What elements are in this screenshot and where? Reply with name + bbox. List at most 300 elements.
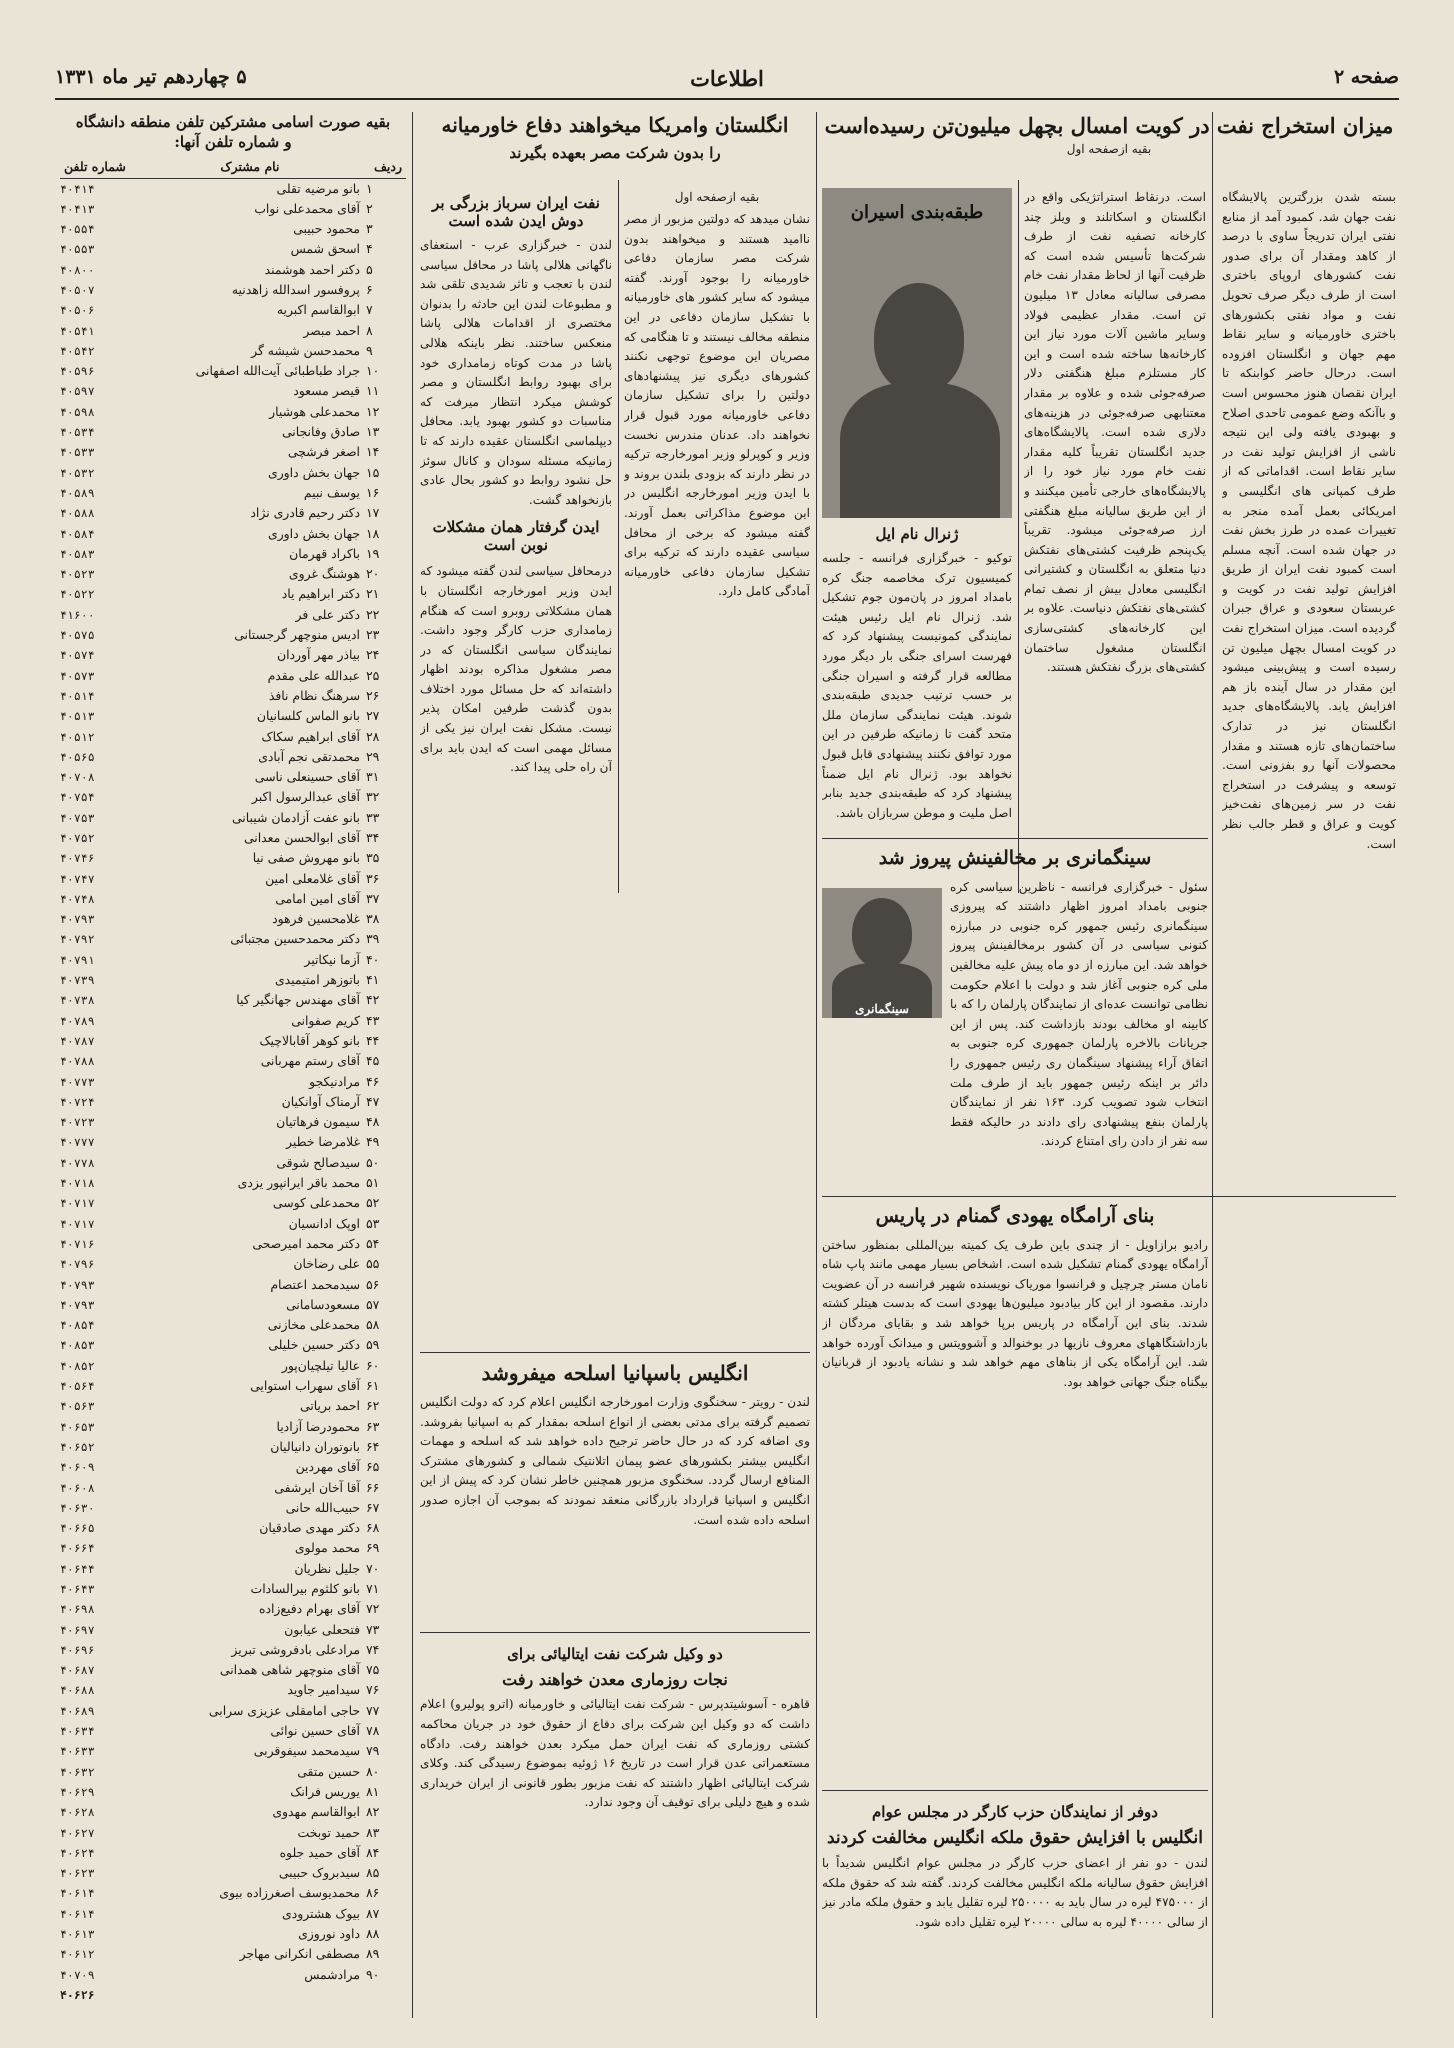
table-row bbox=[60, 1234, 406, 1254]
row-number: ۱۰ bbox=[366, 363, 380, 379]
subscriber-name: دکتر مهدی صادقیان bbox=[259, 1520, 360, 1536]
subscriber-name: آقا آخان ایرشفی bbox=[274, 1479, 360, 1495]
section-rule bbox=[822, 1196, 1396, 1197]
table-row bbox=[60, 219, 406, 239]
phone-number: ۴۰۷۹۲ bbox=[60, 932, 95, 947]
row-number: ۴۰ bbox=[366, 951, 380, 967]
table-row bbox=[60, 970, 406, 990]
phone-number: ۴۰۶۱۲ bbox=[60, 1947, 95, 1962]
page-number: صفحه ۲ bbox=[1333, 66, 1399, 88]
row-number: ۲۸ bbox=[366, 728, 380, 744]
row-number: ۴۷ bbox=[366, 1093, 380, 1109]
subscriber-name: قیصر مسعود bbox=[293, 383, 360, 399]
syngman-body: سئول - خبرگزاری فرانسه - ناظرین سیاسی کره جنوبی بامداد امروز اظهار داشتند که پیروزی سینگمانری رئیس جمهور کره جنوبی در مبارزه کنونی سیاسی در آن کشور برمخالفینش پیروز خواهد شد. این مبارزه از دو ماه پیش علیه مخالفین ملی کره جنوبی آغاز شد و دولت با اعلام حکومت نظامی توانست عده‌ای از نمایندگان پارلمان را که با کابینه او مخالف بودند بازداشت کند. پس از این جریانات بالاخره پارلمان جمهوری کره جنوبی به اتفاق آراء پیشنهاد سینگمان ری رئیس جمهوری را دائر بر اینکه رئیس جمهور باید از طرف ملت انتخاب شود تصویب کرد. ۱۶۳ نفر از نمایندگان پارلمان بنفع پیشنهادی رای دادند در حالیکه فقط سه نفر از دادن رای امتناع کردند. bbox=[950, 879, 1208, 1149]
subscriber-name: محمودرضا آزادیا bbox=[276, 1418, 360, 1434]
table-row bbox=[60, 1275, 406, 1295]
issue-date: ۵ چهاردهم تیر ماه ۱۳۳۱ bbox=[55, 66, 247, 88]
subscriber-name: داود نوروزی bbox=[298, 1926, 360, 1942]
row-number: ۳ bbox=[366, 221, 373, 237]
table-row bbox=[60, 260, 406, 280]
subscriber-name: مصطفی انکرانی مهاجر bbox=[239, 1946, 360, 1962]
row-number: ۴۲ bbox=[366, 992, 380, 1008]
row-number: ۸۸ bbox=[366, 1926, 380, 1942]
phone-number: ۴۰۶۲۷ bbox=[60, 1825, 95, 1840]
row-number: ۲۰ bbox=[366, 566, 380, 582]
row-number: ۲۱ bbox=[366, 586, 380, 602]
table-row bbox=[60, 1254, 406, 1274]
table-row bbox=[60, 524, 406, 544]
section-rule bbox=[822, 1790, 1208, 1791]
row-number: ۲۴ bbox=[366, 647, 380, 663]
row-number: ۱۷ bbox=[366, 505, 380, 521]
subscriber-name: جراد طباطبائی آیت‌الله اصفهانی bbox=[195, 363, 360, 379]
table-row bbox=[60, 1538, 406, 1558]
table-row bbox=[60, 889, 406, 909]
table-row bbox=[60, 402, 406, 422]
phone-number: ۴۰۵۳۴ bbox=[60, 425, 95, 440]
table-row bbox=[60, 544, 406, 564]
phone-number: ۴۰۶۲۹ bbox=[60, 1784, 95, 1799]
phone-number: ۴۰۵۷۵ bbox=[60, 628, 95, 643]
row-number: ۵۵ bbox=[366, 1256, 380, 1272]
table-row bbox=[60, 1498, 406, 1518]
table-row bbox=[60, 1417, 406, 1437]
table-row bbox=[60, 1051, 406, 1071]
table-row bbox=[60, 1802, 406, 1822]
row-number: ۸ bbox=[366, 322, 373, 338]
syngman-story bbox=[822, 846, 1208, 1191]
subscriber-name: دکتر حسین خلیلی bbox=[268, 1337, 360, 1353]
table-row bbox=[60, 747, 406, 767]
subscriber-name: مرادنیکجو bbox=[309, 1073, 360, 1089]
phone-number: ۴۰۷۹۶ bbox=[60, 1257, 95, 1272]
phone-number: ۴۰۷۱۷ bbox=[60, 1196, 95, 1211]
subscriber-name: باتوزهر امتیمیدی bbox=[274, 972, 360, 988]
directory-title: بقیه صورت اسامی مشترکین تلفن منطقه دانشگاه bbox=[75, 113, 391, 131]
phone-number: ۴۰۵۲۲ bbox=[60, 587, 95, 602]
table-row bbox=[60, 1823, 406, 1843]
table-row bbox=[60, 666, 406, 686]
photo-caption: سینگمانری bbox=[855, 1002, 909, 1016]
phone-number: ۴۰۷۹۳ bbox=[60, 1297, 95, 1312]
directory-rows bbox=[60, 179, 406, 1985]
row-number: ۴۵ bbox=[366, 1053, 380, 1069]
phone-number: ۴۰۶۶۵ bbox=[60, 1521, 95, 1536]
row-number: ۵۳ bbox=[366, 1215, 380, 1231]
row-number: ۴۱ bbox=[366, 972, 380, 988]
row-number: ۲۲ bbox=[366, 606, 380, 622]
row-number: ۴۳ bbox=[366, 1012, 380, 1028]
subscriber-name: آقای امین امامی bbox=[275, 890, 360, 906]
phone-number: ۴۰۵۷۳ bbox=[60, 668, 95, 683]
row-number: ۴۴ bbox=[366, 1032, 380, 1048]
subscriber-name: محمدعلی مخازنی bbox=[267, 1317, 360, 1333]
table-row bbox=[60, 1944, 406, 1964]
table-row bbox=[60, 909, 406, 929]
phone-number: ۴۰۶۰۸ bbox=[60, 1480, 95, 1495]
row-number: ۸۲ bbox=[366, 1804, 380, 1820]
table-row bbox=[60, 1437, 406, 1457]
row-number: ۱۶ bbox=[366, 484, 380, 500]
table-row bbox=[60, 686, 406, 706]
middle-east-column-b bbox=[420, 188, 612, 893]
table-row bbox=[60, 727, 406, 747]
phone-number: ۴۰۵۸۴ bbox=[60, 526, 95, 541]
continued-note: بقیه ازصفحه اول bbox=[1066, 142, 1152, 157]
subscriber-name: اسحق شمس bbox=[290, 241, 360, 257]
phone-number: ۴۰۶۳۰ bbox=[60, 1500, 95, 1515]
phone-number: ۴۰۶۳۲ bbox=[60, 1764, 95, 1779]
row-number: ۸۰ bbox=[366, 1763, 380, 1779]
phone-number: ۴۰۷۴۷ bbox=[60, 871, 95, 886]
row-number: ۷۶ bbox=[366, 1682, 380, 1698]
phone-number: ۴۰۶۱۳ bbox=[60, 1927, 95, 1942]
table-row bbox=[60, 1559, 406, 1579]
phone-number: ۴۰۵۶۴ bbox=[60, 1379, 95, 1394]
row-number: ۴۹ bbox=[366, 1134, 380, 1150]
table-row bbox=[60, 1193, 406, 1213]
subscriber-name: آقای رستم مهربانی bbox=[260, 1053, 360, 1069]
phone-number: ۴۰۶۶۴ bbox=[60, 1541, 95, 1556]
table-row bbox=[60, 929, 406, 949]
subscriber-name: محمود حبیبی bbox=[293, 221, 360, 237]
middle-east-header bbox=[420, 112, 810, 182]
row-number: ۱۳ bbox=[366, 424, 380, 440]
row-number: ۶۷ bbox=[366, 1499, 380, 1515]
table-row bbox=[60, 1072, 406, 1092]
phone-number: ۴۰۷۹۳ bbox=[60, 912, 95, 927]
table-row bbox=[60, 1295, 406, 1315]
subscriber-name: حسین متقی bbox=[297, 1763, 360, 1779]
kuwait-oil-body-continued: است. درنقاط استراتژیکی واقع در انگلستان و اسکاتلند و ویلز چند کارخانه تصفیه نفت از طرف شرکت‌ها تأسیس شده است که ظرفیت آنها از لحاظ مقدار نفت خام مصرفی سالیانه معادل ۱۳ میلیون تن است. مقدار عظیمی فولاد وسایر ماشین آلات مورد نیاز این کارخانه‌ها ساخته شده است و این کار مستلزم مبلغ هنگفتی دلار صرفه‌جوئی شده و علاوه بر مقدار معتنابهی صرفه‌جوئی در هزینه‌های دلاری شده است. پالایشگاه‌های جدید انگلستان تقریباً کلیه مقدار نفت خام مورد نیاز خود را از پالایشگاه‌های خارجی تأمین میکنند و از این طریق سالیانه مبلغ هنگفتی ارز صرفه‌جوئی میشود. تقریباً یک‌پنجم ظرفیت کشتی‌های نفتکش دنیا متعلق به انگلستان و کشتیرانی انگلیسی معادل بیش از نصف تمام کشتی‌های نفتکش دنیاست. علاوه بر این کارخانه‌های کشتی‌سازی انگلستان مشغول ساختمان کشتی‌های بزرگ نفتکش هستند. bbox=[1024, 190, 1206, 675]
row-number: ۴ bbox=[366, 241, 373, 257]
table-row bbox=[60, 1782, 406, 1802]
phone-number: ۴۰۴۱۴ bbox=[60, 181, 95, 196]
table-row bbox=[60, 341, 406, 361]
row-number: ۶۹ bbox=[366, 1540, 380, 1556]
table-row bbox=[60, 1640, 406, 1660]
phone-number: ۴۰۶۴۴ bbox=[60, 1561, 95, 1576]
phone-number: ۴۰۶۱۴ bbox=[60, 1886, 95, 1901]
phone-number: ۴۰۷۵۲ bbox=[60, 831, 95, 845]
table-row bbox=[60, 1335, 406, 1355]
phone-number: ۴۰۶۰۹ bbox=[60, 1460, 95, 1475]
table-row bbox=[60, 1904, 406, 1924]
row-number: ۶۴ bbox=[366, 1438, 380, 1454]
header-row-number: ردیف bbox=[373, 158, 402, 174]
row-number: ۵ bbox=[366, 261, 373, 277]
directory-subtitle: و شماره تلفن آنها: bbox=[174, 133, 292, 152]
phone-number: ۴۰۶۲۳ bbox=[60, 1866, 95, 1881]
subscriber-name: احمد بریاتی bbox=[300, 1398, 360, 1414]
eden-box-headline: ایدن گرفتار همان مشکلات نوبن است bbox=[432, 518, 600, 555]
table-row bbox=[60, 1518, 406, 1538]
row-number: ۸۳ bbox=[366, 1824, 380, 1840]
phone-number: ۴۰۵۱۲ bbox=[60, 729, 95, 744]
row-number: ۱۴ bbox=[366, 444, 380, 460]
table-row bbox=[60, 422, 406, 442]
subscriber-name: دکتر احمد هوشمند bbox=[264, 261, 360, 277]
row-number: ۲۹ bbox=[366, 748, 380, 764]
phone-directory bbox=[60, 112, 406, 2018]
subscriber-name: بیوک هشترودی bbox=[282, 1905, 360, 1921]
row-number: ۳۷ bbox=[366, 890, 380, 906]
table-row bbox=[60, 381, 406, 401]
phone-number: ۴۰۷۷۷ bbox=[60, 1135, 95, 1150]
table-row bbox=[60, 280, 406, 300]
subscriber-name: محمدعلی هوشیار bbox=[269, 403, 360, 419]
row-number: ۱۸ bbox=[366, 525, 380, 541]
phone-number: ۴۰۵۳۲ bbox=[60, 465, 95, 480]
table-row bbox=[60, 1011, 406, 1031]
row-number: ۷۰ bbox=[366, 1560, 380, 1576]
italy-body: قاهره - آسوشیتدپرس - شرکت نفت ایتالیائی و خاورمیانه (اترو پولیرو) اعلام داشت که دو وکیل این شرکت برای دفاع از حقوق خود در جریان محاکمه کشتی روزماری که نفت ایران حمل میکرد بعدن خواهند رفت. دادگاه مستعمراتی عدن قرار است در تاریخ ۱۶ ژوئیه بموضوع رسیدگی کند. وکلای شرکت ایتالیائی اظهار داشتند که نفت مزبور بطور قانونی از ایران خریداری شده و هیچ دلیلی برای توقیف آن وجود ندارد. bbox=[420, 1697, 810, 1810]
phone-number: ۴۰۵۴۲ bbox=[60, 343, 95, 358]
labour-body: لندن - دو نفر از اعضای حزب کارگر در مجلس عوام انگلیس شدیداً با افزایش حقوق سالیانه ملکه انگلیس مخالفت کردند. گفته شد که حقوق ملکه از ۴۷۵۰۰۰ لیره در سال باید به ۲۵۰۰۰۰ لیره تقلیل یابد و حقوق ملکه مادر نیز از سالی ۴۰۰۰۰ لیره به سالی ۲۰۰۰۰ لیره تقلیل داده شود. bbox=[822, 1855, 1208, 1929]
phone-number: ۴۰۶۸۸ bbox=[60, 1683, 95, 1698]
oil-box-body: لندن - خبرگزاری عرب - استعفای ناگهانی هلالی پاشا در محافل سیاسی لندن با تعجب و تاثر شدیدی تلقی شد و مطبوعات لندن این حادثه را بدنوان مختصری از اقدامات هلالی پاشا منعکس ساختند. نظر باینکه هلالی پاشا در مدت کوتاه زمامداری خود برای بهبود روابط انگلستان و مصر کوشش میکرد انتظار میرفت که مناسبات دو کشور بهبود یابد. محافل دیپلماسی انگلستان عقیده دارند که تا زمانیکه مسئله سودان و کانال سوئز حل نشود روابط دو کشور بحال عادی بازنخواهد گشت. bbox=[420, 238, 612, 507]
phone-number: ۴۰۸۵۳ bbox=[60, 1338, 95, 1353]
spain-body: لندن - رویتر - سخنگوی وزارت امورخارجه انگلیس اعلام کرد که دولت انگلیس تصمیم گرفته برای مدتی بعضی از انواع اسلحه بمقدار کم به اسپانیا بفروشد. وی اضافه کرد که در حال حاضر ترجیح داده خواهد شد که اسلحه و مهمات انگلیس بیشتر بکشورهای عضو پیمان اتلانتیک شمالی و کشورهای مشترک المنافع ارسال گردد. سخنگوی مزبور همچنین خاطر نشان کرد که پیش از این انگلیس و اسپانیا قرارداد بازرگانی منعقد نمودند که بموجب آن اجازه صدور اسلحه داده شده است. bbox=[420, 1395, 810, 1527]
row-number: ۶۱ bbox=[366, 1378, 380, 1394]
table-row bbox=[60, 1599, 406, 1619]
subscriber-name: جهان بخش داوری bbox=[268, 525, 360, 541]
phone-number: ۴۰۷۰۸ bbox=[60, 770, 95, 785]
phone-number: ۴۰۷۷۸ bbox=[60, 1155, 95, 1170]
phone-number: ۴۰۷۴۸ bbox=[60, 891, 95, 906]
row-number: ۵۱ bbox=[366, 1175, 380, 1191]
table-row bbox=[60, 1396, 406, 1416]
table-row bbox=[60, 1924, 406, 1944]
row-number: ۷۷ bbox=[366, 1702, 380, 1718]
table-row bbox=[60, 1132, 406, 1152]
row-number: ۷۵ bbox=[366, 1662, 380, 1678]
row-number: ۴۶ bbox=[366, 1073, 380, 1089]
phone-number: ۴۰۷۸۷ bbox=[60, 1033, 95, 1048]
subscriber-name: سیدصالح شوقی bbox=[276, 1154, 360, 1170]
table-row bbox=[60, 1173, 406, 1193]
subscriber-name: هوشنگ غروی bbox=[288, 566, 360, 582]
subscriber-name: یوسف نبیم bbox=[303, 484, 360, 500]
phone-number: ۴۰۵۸۳ bbox=[60, 546, 95, 561]
table-row bbox=[60, 1153, 406, 1173]
middle-east-headline: انگلستان وامریکا میخواهند دفاع خاورمیانه bbox=[441, 113, 789, 137]
subscriber-name: آقای حسین نوائی bbox=[270, 1723, 360, 1739]
table-row bbox=[60, 990, 406, 1010]
row-number: ۷۲ bbox=[366, 1601, 380, 1617]
subscriber-name: آزما نیکاتیر bbox=[304, 951, 360, 967]
table-row bbox=[60, 767, 406, 787]
row-number: ۸۱ bbox=[366, 1783, 380, 1799]
table-row bbox=[60, 361, 406, 381]
photo-general bbox=[822, 188, 1012, 518]
section-rule bbox=[822, 838, 1208, 839]
table-row bbox=[60, 463, 406, 483]
phone-number: ۴۰۶۳۴ bbox=[60, 1724, 95, 1739]
table-row bbox=[60, 625, 406, 645]
row-number: ۸۶ bbox=[366, 1885, 380, 1901]
labour-headline-1: دوفر از نمایندگان حزب کارگر در مجلس عوام bbox=[872, 1803, 1158, 1821]
subscriber-name: ابوالقاسم مهدوی bbox=[272, 1804, 360, 1820]
table-row bbox=[60, 1031, 406, 1051]
phone-number: ۴۰۷۵۳ bbox=[60, 810, 95, 825]
phone-number: ۴۰۷۰۹ bbox=[60, 1967, 95, 1982]
subscriber-name: دکتر رحیم قادری نژاد bbox=[250, 505, 360, 521]
row-number: ۵۸ bbox=[366, 1317, 380, 1333]
table-row bbox=[60, 1356, 406, 1376]
phone-number: ۴۰۶۳۳ bbox=[60, 1744, 95, 1759]
photo-syngman bbox=[822, 888, 942, 1018]
table-row bbox=[60, 1579, 406, 1599]
subscriber-name: اوپک ادانسیان bbox=[288, 1215, 360, 1231]
row-number: ۹ bbox=[366, 342, 373, 358]
continued-note: بقیه ازصفحه اول bbox=[674, 190, 760, 204]
paris-story bbox=[822, 1204, 1208, 1784]
column-rule bbox=[412, 112, 413, 2018]
phone-number: ۴۰۵۷۴ bbox=[60, 648, 95, 663]
subscriber-name: آقای حسینعلی ناسی bbox=[254, 769, 360, 785]
subscriber-name: محمدیوسف اصغرزاده بیوی bbox=[219, 1885, 360, 1901]
phone-number: ۴۰۶۹۶ bbox=[60, 1642, 95, 1657]
row-number: ۶ bbox=[366, 281, 373, 297]
subscriber-name: باکراد قهرمان bbox=[289, 545, 360, 561]
column-rule bbox=[1018, 180, 1019, 893]
subscriber-name: بانو عفت آزادمان شیبانی bbox=[231, 809, 360, 825]
subscriber-name: آرمناک آوانکیان bbox=[281, 1093, 360, 1109]
table-row bbox=[60, 1457, 406, 1477]
phone-number: ۴۰۸۵۴ bbox=[60, 1318, 95, 1333]
phone-number: ۴۰۷۴۶ bbox=[60, 851, 95, 866]
kuwait-oil-body: بسته شدن بزرگترین پالایشگاه نفت جهان شد. کمبود آمد از منابع نفتی ایران تدریجاً ساوی با درصد از کاهد ومقدار آن برای صدور نفت کشورهای اروپای باختری است از طرف دیگر صرف تحویل نفت و مواد نفتی بکشورهای باختری خاورمیانه و سایر نقاط مهم جهان و انگلستان افزوده است. درحال حاضر کوابنکه تا ایران نقصان هنوز محسوس است و باآنکه وضع عمومی تاحدی اصلاح و بهبودی یافته ولی این نتیجه ناشی از افزایش تولید نفت در سایر نقاط است. اقداماتی که از طرف کمپانی های انگلیسی و امریکائی بعمل آمده منجر به تغییرات عمده در طرز بخش نفت در جهان شده است. آنچه مسلم است کمبود نفت ایران از طریق افزایش تولید نفت در کویت و عربستان سعودی و عراق جبران گردیده است. میزان استخراج نفت در کویت امسال بچهل میلیون تن رسیده است و پیش‌بینی میشود این مقدار در سال آینده باز هم افزایش یابد. پالایشگاه‌های جدید انگلستان نیز در تدارک ساختمان‌های تازه هستند و مقدار محصولات آنها رو بفزونی است. توسعه و پیشرفت در استخراج نفت در سر زمین‌های نفت‌خیز کویت و عراق و قطر جالب نظر است. bbox=[1222, 190, 1396, 851]
subscriber-name: آقای ابوالحسن معدانی bbox=[243, 830, 360, 845]
table-row bbox=[60, 199, 406, 219]
subscriber-name: علی رضاخان bbox=[293, 1256, 360, 1272]
subscriber-name: سیدامیر جاوید bbox=[287, 1682, 360, 1698]
subscriber-name: عبدالله علی مقدم bbox=[267, 667, 360, 683]
row-number: ۵۴ bbox=[366, 1235, 380, 1251]
subscriber-name: اصغر فرشچی bbox=[287, 444, 360, 460]
subscriber-name: پروفسور اسدالله زاهدنیه bbox=[231, 281, 360, 297]
italy-headline-1: دو وکیل شرکت نفت ایتالیائی برای bbox=[507, 1645, 723, 1663]
row-number: ۵۹ bbox=[366, 1337, 380, 1353]
portrait-shoulders bbox=[840, 383, 1000, 518]
spain-headline: انگلیس باسپانیا اسلحه میفروشد bbox=[481, 1361, 749, 1385]
subscriber-name: جلیل نظریان bbox=[294, 1560, 360, 1576]
italy-headline-2: نجات روزماری معدن خواهند رفت bbox=[502, 1670, 728, 1689]
table-row bbox=[60, 1478, 406, 1498]
phone-number: ۴۰۵۹۸ bbox=[60, 404, 95, 419]
table-row bbox=[60, 321, 406, 341]
row-number: ۸۷ bbox=[366, 1905, 380, 1921]
subscriber-name: یوریس فرانک bbox=[290, 1783, 360, 1799]
table-row bbox=[60, 1112, 406, 1132]
row-number: ۳۵ bbox=[366, 850, 380, 866]
phone-number: ۴۰۶۸۹ bbox=[60, 1703, 95, 1718]
phone-number: ۴۰۶۲۸ bbox=[60, 1805, 95, 1820]
phone-number: ۴۰۵۹۶ bbox=[60, 364, 95, 379]
subscriber-name: آقای ابراهیم سکاک bbox=[261, 728, 360, 744]
phone-number: ۴۰۵۵۳ bbox=[60, 242, 95, 257]
phone-number: ۴۰۶۵۲ bbox=[60, 1439, 95, 1454]
photo-caption-top: طبقه‌بندی اسیران bbox=[850, 202, 984, 223]
subscriber-name: بانو مرضیه تقلی bbox=[276, 180, 360, 196]
subscriber-name: محمدعلی کوسی bbox=[272, 1195, 360, 1211]
phone-number: ۴۰۵۰۷ bbox=[60, 282, 95, 297]
kuwait-oil-column-b bbox=[1024, 188, 1206, 893]
row-number: ۷ bbox=[366, 302, 373, 318]
table-row bbox=[60, 1741, 406, 1761]
subscriber-name: صادق وفانجانی bbox=[281, 424, 360, 440]
paris-headline: بنای آرامگاه یهودی گمنام در پاریس bbox=[875, 1205, 1155, 1227]
subscriber-name: محمد باقر ایرانپور یزدی bbox=[237, 1175, 360, 1191]
row-number: ۶۸ bbox=[366, 1520, 380, 1536]
phone-number: ۴۰۶۱۴ bbox=[60, 1906, 95, 1921]
row-number: ۷۴ bbox=[366, 1641, 380, 1657]
phone-number: ۴۰۶۸۷ bbox=[60, 1663, 95, 1678]
subscriber-name: بانو الماس کلسانیان bbox=[256, 708, 360, 724]
subscriber-name: محمدتقی نجم آبادی bbox=[258, 748, 360, 764]
row-number: ۸۴ bbox=[366, 1844, 380, 1860]
row-number: ۷۳ bbox=[366, 1621, 380, 1637]
row-number: ۳۹ bbox=[366, 931, 380, 947]
table-row bbox=[60, 564, 406, 584]
table-row bbox=[60, 645, 406, 665]
phone-number: ۴۰۵۱۳ bbox=[60, 709, 95, 724]
subscriber-name: مرادشمس bbox=[304, 1966, 360, 1982]
row-number: ۶۶ bbox=[366, 1479, 380, 1495]
subscriber-name: محمدحسن شیشه گر bbox=[251, 342, 360, 358]
subscriber-name: حمید توبخت bbox=[297, 1824, 360, 1840]
phone-number: ۴۰۷۸۹ bbox=[60, 1013, 95, 1028]
subscriber-name: آقای مهردین bbox=[295, 1459, 360, 1475]
subscriber-name: آقای سهراب استوایی bbox=[250, 1378, 360, 1394]
row-number: ۷۸ bbox=[366, 1723, 380, 1739]
table-row bbox=[60, 1092, 406, 1112]
subscriber-name: دکتر محمدحسین مجتبائی bbox=[230, 931, 360, 947]
row-number: ۳۸ bbox=[366, 911, 380, 927]
phone-number: ۴۰۴۱۳ bbox=[60, 201, 95, 216]
table-row bbox=[60, 483, 406, 503]
row-number: ۲۳ bbox=[366, 627, 380, 643]
table-row bbox=[60, 1620, 406, 1640]
row-number: ۵۲ bbox=[366, 1195, 380, 1211]
phone-number: ۴۰۸۵۲ bbox=[60, 1358, 95, 1373]
table-row bbox=[60, 828, 406, 848]
table-row bbox=[60, 605, 406, 625]
row-number: ۳۲ bbox=[366, 789, 380, 805]
middle-east-body: نشان میدهد که دولتین مزبور از مصر ناامید هستند و میخواهند بدون شرکت مصر سازمان دفاعی خاورمیانه را بوجود آورند. گفته میشود که سایر کشور های خاورمیانه با تشکیل سازمان دفاعی در این منطقه مخالف نیستند و تا هنگامی که مصریان این موضوع توجهی نکنند کشورهای دیگری نیز پیشنهادهای دولتین را برای تشکیل سازمان دفاعی خاورمیانه مورد قبول قرار نخواهند داد. عدنان مندرس نخست وزیر و کوپرلو وزیر امورخارجه ترکیه در نظر دارند که بزودی بلندن بروند و با ایدن وزیر امورخارجه انگلیس در این موضوع مذاکراتی بعمل آورند. گفته میشود که برخی از محافل سیاسی عقیده دارند که ترکیه برای تشکیل سازمان دفاعی خاورمیانه آمادگی کامل دارد. bbox=[624, 212, 810, 599]
spain-story bbox=[420, 1360, 810, 1620]
eden-box-body: درمحافل سیاسی لندن گفته میشود که ایدن وزیر امورخارجه انگلستان با همان مشکلاتی روبرو است که هنگام زمامداری حزب کارگر وجود داشت. نمایندگان سیاسی انگلستان که در مصر مشغول مذاکره بودند اظهار داشته‌اند که حل مسائل مورد اختلاف بدون گذشت طرفین امکان پذیر نیست. مشکل نفت ایران نیز یکی از مسائل مهمی است که ایدن باید برای آن راه حلی پیدا کند. bbox=[420, 564, 612, 775]
table-row bbox=[60, 787, 406, 807]
phone-number: ۴۰۵۸۸ bbox=[60, 506, 95, 521]
subscriber-name: دکتر علی فر bbox=[295, 606, 360, 622]
phone-number: ۴۰۷۸۸ bbox=[60, 1054, 95, 1069]
phone-number: ۴۰۵۹۷ bbox=[60, 384, 95, 399]
phone-number: ۴۰۷۹۳ bbox=[60, 1277, 95, 1292]
phone-number: ۴۰۷۳۸ bbox=[60, 993, 95, 1008]
subscriber-name: دکتر محمد امیرصحی bbox=[252, 1235, 360, 1251]
header-phone: شماره تلفن bbox=[64, 158, 126, 174]
table-row bbox=[60, 584, 406, 604]
total-value: ۴۰۶۲۶ bbox=[60, 1987, 95, 2002]
kuwait-oil-header bbox=[822, 112, 1396, 182]
row-number: ۳۳ bbox=[366, 809, 380, 825]
table-row bbox=[60, 869, 406, 889]
subscriber-name: آقای بهرام دفیع‌زاده bbox=[258, 1601, 360, 1617]
table-row bbox=[60, 300, 406, 320]
row-number: ۱۵ bbox=[366, 464, 380, 480]
